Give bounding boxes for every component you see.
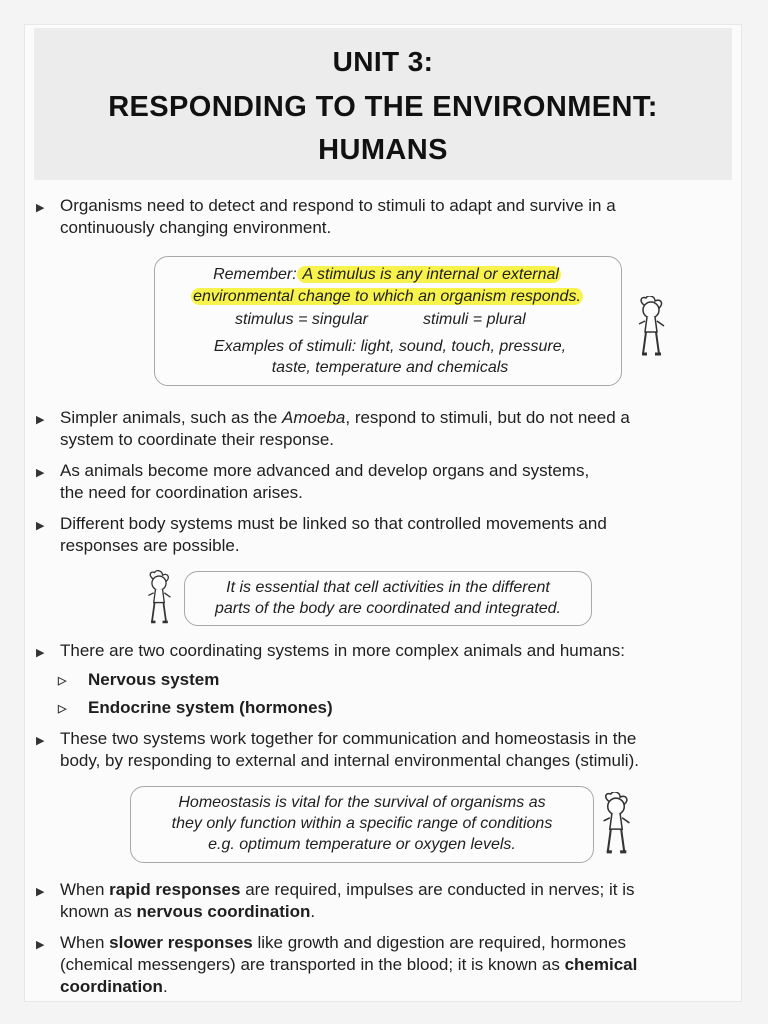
triangle-bullet-icon: ▶ — [36, 886, 45, 898]
advanced-animals-line-2: the need for coordination arises. — [60, 483, 303, 502]
text-suffix: . — [310, 902, 316, 921]
unit-subtitle: RESPONDING TO THE ENVIRONMENT: — [108, 91, 658, 123]
chemical-coordination-line-1 — [60, 932, 720, 954]
nervous-system-label: Nervous system — [88, 670, 220, 689]
essential-line-2: parts of the body are coordinated and integrated. — [214, 600, 561, 617]
rapid-responses-term: rapid responses — [109, 880, 241, 899]
body-systems-line-1: Different body systems must be linked so that controlled movements and — [60, 514, 607, 533]
endocrine-system-label: Endocrine system (hormones) — [88, 698, 333, 717]
unit-topic-title: HUMANS — [318, 134, 448, 166]
examples-line-1: Examples of stimuli: light, sound, touch, pressure, — [213, 338, 567, 355]
homeostasis-line-2: they only function within a specific range of conditions — [171, 815, 553, 832]
homeostasis-note-box — [130, 786, 594, 863]
triangle-bullet-icon: ▶ — [36, 735, 45, 747]
nervous-coordination-line-1 — [60, 879, 720, 901]
coordination-term: coordination — [60, 977, 163, 996]
examples-line-2: taste, temperature and chemicals — [271, 359, 509, 376]
bullet-text-line-1: Organisms need to detect and respond to stimuli to adapt and survive in a — [60, 196, 616, 215]
text-prefix: When — [60, 880, 110, 899]
text-prefix: known as — [60, 902, 137, 921]
bullet-text-line-2: continuously changing environment. — [60, 218, 332, 237]
scientist-figure-icon — [634, 296, 668, 360]
nervous-coordination-term: nervous coordination — [136, 902, 311, 921]
homeostasis-line-1: Homeostasis is vital for the survival of organisms as — [178, 794, 546, 811]
text-prefix: When — [60, 933, 110, 952]
remember-label: Remember: — [213, 266, 297, 283]
outlined-triangle-icon: ▷ — [58, 675, 67, 687]
remember-definition — [167, 264, 607, 308]
triangle-bullet-icon: ▶ — [36, 467, 45, 479]
scientist-figure-icon — [144, 570, 174, 628]
singular-label: stimulus = singular — [235, 311, 368, 328]
chemical-term: chemical — [564, 955, 638, 974]
simple-animals-line-2: system to coordinate their response. — [60, 430, 335, 449]
triangle-bullet-icon: ▶ — [36, 202, 45, 214]
homeostasis-systems-line-1: These two systems work together for communication and homeostasis in the — [60, 729, 637, 748]
slower-responses-term: slower responses — [109, 933, 253, 952]
triangle-bullet-icon: ▶ — [36, 647, 45, 659]
chemical-coordination-line-3 — [60, 976, 720, 998]
two-systems-line: There are two coordinating systems in more complex animals and humans: — [60, 641, 626, 660]
scientist-figure-icon — [598, 792, 634, 858]
triangle-bullet-icon: ▶ — [36, 939, 45, 951]
text-prefix: (chemical messengers) are transported in the blood; it is known as — [60, 955, 565, 974]
triangle-bullet-icon: ▶ — [36, 414, 45, 426]
definition-highlight-line-2: environmental change to which an organism responds. — [193, 288, 581, 305]
essential-line-1: It is essential that cell activities in the different — [226, 579, 550, 596]
triangle-bullet-icon: ▶ — [36, 520, 45, 532]
body-systems-line-2: responses are possible. — [60, 536, 240, 555]
essential-note-box — [184, 571, 592, 626]
homeostasis-line-3: e.g. optimum temperature or oxygen levels. — [208, 836, 516, 853]
advanced-animals-line-1: As animals become more advanced and develop organs and systems, — [60, 461, 590, 480]
text-suffix: like growth and digestion are required, hormones — [252, 933, 627, 952]
homeostasis-systems-line-2: body, by responding to external and internal environmental changes (stimuli). — [60, 751, 639, 770]
document-page — [24, 24, 742, 1002]
text-prefix: Simpler animals, such as the — [60, 408, 283, 427]
definition-highlight-line-1: A stimulus is any internal or external — [298, 266, 559, 283]
outlined-triangle-icon: ▷ — [58, 703, 67, 715]
nervous-coordination-line-2 — [60, 901, 720, 923]
text-suffix: are required, impulses are conducted in nerves; it is — [240, 880, 635, 899]
unit-title: UNIT 3: — [332, 46, 434, 77]
text-suffix: . — [162, 977, 168, 996]
plural-label: stimuli = plural — [423, 311, 526, 328]
title-band — [34, 28, 732, 180]
remember-note-box — [154, 256, 622, 386]
text-suffix: , respond to stimuli, but do not need a — [345, 408, 630, 427]
amoeba-term: Amoeba — [282, 408, 346, 427]
simple-animals-line-1 — [60, 407, 720, 429]
chemical-coordination-line-2 — [60, 954, 720, 976]
